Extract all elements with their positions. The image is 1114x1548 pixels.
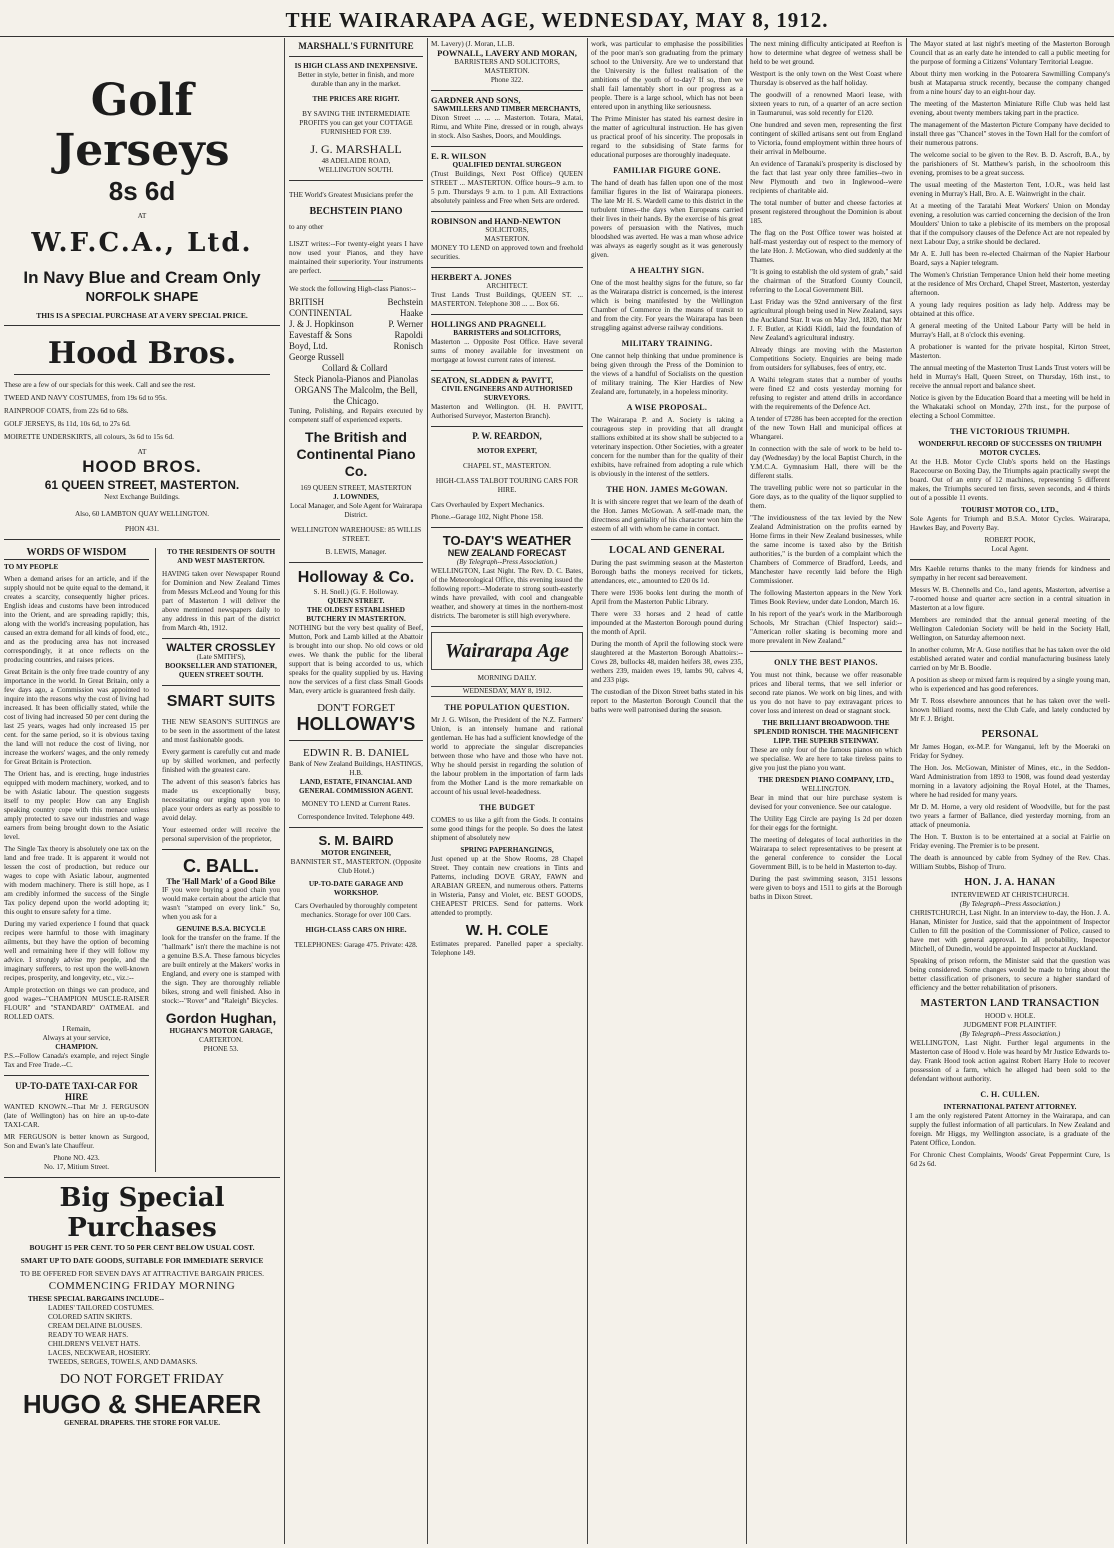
local-paragraph: Last Friday was the 92nd anniversary of the first agricultural plough being used in New Zealand, says the Auckland Star. It was on May 3rd, 1820, that Mr J. F. Butler, at Kiddi Kiddi, laid the foundation of New Zealand's agricultural industry. — [750, 298, 902, 342]
column-2 — [289, 40, 423, 1540]
wisdom-sign: CHAMPION. — [55, 1043, 98, 1051]
news-paragraph: Mr T. Ross elsewhere announces that he has taken over the well-known billiard rooms, next the Club Cafe, and lately conducted by Mr F. J. Bright. — [910, 697, 1110, 723]
bargain-item: CHILDREN'S VELVET HATS. — [48, 1340, 141, 1348]
bechstein-text: to any other — [289, 223, 324, 231]
crossley-trade: BOOKSELLER AND STATIONER, — [165, 662, 277, 670]
wilson-text: (Trust Buildings, Next Post Office) QUEEN STREET ... MASTERTON. Office hours--9 a.m. to 5 p.m. Thursdays 9 a.m. to 1 p.m. All Extractions absolutely painless and Free when Sets are ordered. — [431, 170, 583, 205]
holloway-text: NOTHING but the very best quality of Beef, Mutton, Pork and Lamb killed at the Abattoir is brought into our shop. No old cows or old ewes. We thank the public for the liberal support that is being accorded to us, which speaks for the quality supplied by us. Having now the services of a first class Small Goods Man, every article is guaranteed fresh daily. — [289, 624, 423, 695]
wairarapa-age-nameplate: Wairarapa Age — [431, 632, 583, 670]
tmc-name: ROBERT POOK, — [984, 536, 1036, 544]
wisdom-sign: I Remain, — [62, 1025, 91, 1033]
column-rule — [746, 38, 747, 1544]
hood-phone: PHON 431. — [125, 525, 159, 533]
hanan-title: HON. J. A. HANAN — [964, 877, 1056, 888]
golf-price: 8s 6d — [108, 176, 176, 206]
news-paragraph: About thirty men working in the Potoarera Sawmilling Company's bush at Mataparua struck recently, because the company changed from a nine hours' day to an eight-hour day. — [910, 70, 1110, 96]
news-paragraph: The meeting of the Masterton Miniature Rifle Club was held last evening, about twenty members taking part in the practice. — [910, 100, 1110, 117]
healthy-text: One of the most healthy signs for the future, so far as the Wairarapa district is concerned, is the interest which is being manifested by the Wellington Chamber of Commerce in the means of transit to and from the city. For years the Wairarapa has been struggling against adverse railway conditions. — [591, 279, 743, 332]
news-paragraph: The Prime Minister has stated his earnest desire in the matter of agricultural instruction. He has given us practical proof of his sincerity. The proposals in regard to the subsidising of State farms for educational purposes are thoroughly inadequate. — [591, 115, 743, 159]
news-paragraph: The annual meeting of the Masterton Trust Lands Trust voters will be held in Murray's Hall, Queen Street, on Thursday, 16th inst., to receive the annual report and balance sheet. — [910, 364, 1110, 390]
cullen-sub: INTERNATIONAL PATENT ATTORNEY. — [943, 1103, 1077, 1111]
robinson-text: MONEY TO LEND on approved town and freehold securities. — [431, 244, 583, 261]
bottom-line: COMMENCING FRIDAY MORNING — [48, 1280, 236, 1292]
hood-item: MOIRETTE UNDERSKIRTS, all colours, 3s 6d to 15s 6d. — [4, 433, 174, 441]
golf-colours: In Navy Blue and Cream Only — [23, 268, 261, 287]
local-paragraph: In connection with the sale of work to be held to-day (Wednesday) by the local Baptist Church, in the Y.M.C.A. Gymnasium Hall, there will be the different stalls. — [750, 445, 902, 480]
figure-text: The hand of death has fallen upon one of the most familiar figures in the list of Wairarapa pioneers. The late Mr H. S. Wardell came to this district in the turbulent times--the days when Europeans carried their lives in their hands. By the exercise of his great powers of persuasion with the Natives, much bloodshed was averted. He was a man whose advice was always as eagerly sought as it was generously given. — [591, 179, 743, 259]
land-text: WELLINGTON, Last Night. Further legal arguments in the Masterton case of Hood v. Hole was heard by Mr Justice Edwards to-day. Frank Hood took action against Robert Harry Hole to recover possession of a farm, which he alleged had been sold to the defendant without authority. — [910, 1039, 1110, 1083]
personal-title: PERSONAL — [981, 729, 1039, 740]
bargain-item: CREAM DELAINE BLOUSES. — [48, 1322, 143, 1330]
seaton-sub: CIVIL ENGINEERS AND AUTHORISED SURVEYORS. — [441, 385, 573, 402]
victory-title: THE VICTORIOUS TRIUMPH. — [950, 427, 1070, 436]
hanan-text: Speaking of prison reform, the Minister said that the question was being considered. Some changes would be made to bring about the better classification of prisoners, to secure a higher standard of efficiency and the better rehabilitation of prisoners. — [910, 957, 1110, 992]
tmc-agent: Local Agent. — [991, 545, 1029, 553]
wise-title: A WISE PROPOSAL. — [626, 403, 708, 412]
cball-name: C. BALL. — [183, 856, 259, 876]
forget-label: DON'T FORGET — [317, 702, 395, 714]
golf-at: AT — [137, 212, 147, 220]
weather-text: WELLINGTON, Last Night. The Rev. D. C. Bates, of the Meteorological Office, this evening issued the following report:--Moderate to strong south-easterly winds have prevailed, with cool and changeable weather, and showery at times in the northern-most districts. The barometer is still high everywhere. — [431, 567, 583, 620]
local-paragraph: The total number of butter and cheese factories at present registered throughout the Dominion is about 185. — [750, 199, 902, 225]
btc-warehouse: WELLINGTON WAREHOUSE: 85 WILLIS STREET. — [290, 526, 422, 543]
golf-firm: W.F.C.A., Ltd. — [31, 228, 253, 258]
hp-sub: BARRISTERS and SOLICITORS, — [453, 329, 561, 337]
local-general-title: LOCAL AND GENERAL — [609, 545, 725, 556]
gardner-text: Dixon Street ... ... ... Masterton. Totara, Matai, Rimu, and White Pine, dressed or in rough, always in stock. Also Sashes, Doors, and Mouldings. — [431, 114, 583, 140]
robinson-title: ROBINSON and HAND-NEWTON — [431, 216, 561, 226]
column-1 — [4, 40, 280, 1540]
hood-address: 61 QUEEN STREET, MASTERTON. — [44, 478, 240, 492]
gardner-title: GARDNER AND SONS, — [431, 95, 521, 105]
column-6 — [910, 40, 1110, 1540]
masthead — [0, 0, 1114, 37]
seaton-text: Masterton and Wellington. (H. H. PAVITT, Authorised Surveyor, Masterton Branch). — [431, 403, 583, 420]
wisdom-title: WORDS OF WISDOM — [4, 548, 149, 560]
news-paragraph: A position as sheep or mixed farm is required by a single young man, who is experienced and has good references. — [910, 676, 1110, 693]
news-paragraph: At a meeting of the Taratahi Meat Workers' Union on Monday evening, a resolution was carried concerning the decision of the Iron Moulders' Union to take a plebiscite of its members on the proposal that if the compulsory clauses of the Defence Act are not repealed by next Labour Day, a strike should be declared. — [910, 202, 1110, 246]
hanan-sub: INTERVIEWED AT CHRISTCHURCH. — [950, 891, 1070, 899]
holloway-title: Holloway & Co. — [297, 569, 415, 586]
cole-name: W. H. COLE — [465, 922, 549, 939]
hughan-garage: HUGHAN'S MOTOR GARAGE, — [169, 1027, 273, 1035]
weather-by: (By Telegraph--Press Association.) — [456, 558, 558, 566]
pml-phone: Phone 322. — [490, 76, 524, 84]
mcgowan-title: THE HON. JAMES McGOWAN. — [606, 485, 728, 494]
piano-brand: Boyd, Ltd. — [289, 341, 328, 351]
baird-name: S. M. BAIRD — [318, 833, 394, 848]
column-5 — [750, 40, 902, 1540]
bechstein-quote: LISZT writes:--For twenty-eight years I have now used your Pianos, and they have maintained their superiority. Your instruments are perfect. — [289, 240, 423, 275]
column-rule — [284, 38, 285, 1544]
bargain-item: COLORED SATIN SKIRTS. — [48, 1313, 133, 1321]
smart-text: The advent of this season's fabrics has made us exceptionally busy, necessitating our urging upon you to place your orders as early as possible to avoid delay. — [162, 778, 280, 822]
budget-text: Just opened up at the Show Rooms, 28 Chapel Street. They contain new creations in Tints and Patterns, including DOVE GRAY, FAWN and ARABIAN GREEN, and numerous others. Patterns in Wisteria, Pansy and Violet, etc. BEST GOODS, CHEAPEST PRICES. Send for patterns. Work attended to promptly. — [431, 855, 583, 917]
column-rule — [587, 38, 588, 1544]
news-paragraph: Mr A. E. Jull has been re-elected Chairman of the Napier Harbour Board, says a Napier telegram. — [910, 250, 1110, 267]
hood-next: Next Exchange Buildings. — [104, 493, 180, 501]
wisdom-ps: P.S.--Follow Canada's example, and reject Single Tax and Free Trade.--C. — [4, 1052, 149, 1069]
pianos-text: These are only four of the famous pianos on which we specialise. We are here to take tireless pains to give you just the piano you want. — [750, 746, 902, 772]
smart-text: THE NEW SEASON'S SUITINGS are to be seen in the assortment of the latest and most fashionable goods. — [162, 718, 280, 744]
column-rule — [427, 38, 428, 1544]
hood-item: TWEED AND NAVY COSTUMES, from 19s 6d to 95s. — [4, 394, 167, 402]
baird-sub: MOTOR ENGINEER, — [321, 849, 391, 857]
btc-title: The British and Continental Piano Co. — [296, 429, 416, 479]
hugo-sub: GENERAL DRAPERS. THE STORE FOR VALUE. — [63, 1419, 221, 1427]
news-paragraph: The usual meeting of the Masterton Tent, I.O.R., was held last evening in Murray's Hall, Bro. A. E. Wainwright in the chair. — [910, 181, 1110, 198]
paper-date: WEDNESDAY, MAY 8, 1912. — [431, 686, 583, 697]
hughan-name: Gordon Hughan, — [165, 1010, 277, 1026]
hughan-town: CARTERTON. — [199, 1036, 243, 1044]
news-paragraph: Notice is given by the Education Board that a meeting will be held in the Whakataki school on Monday, 27th inst., for the purpose of electing a School Committee. — [910, 394, 1110, 420]
baird-tel: TELEPHONES: Garage 475. Private: 428. — [294, 941, 418, 949]
hugo-shearer: HUGO & SHEARER — [22, 1389, 262, 1419]
local-paragraph: During the past swimming season at the Masterton Borough baths the moneys received for tickets, attendances, etc., amounted to £20 0s 1d. — [591, 559, 743, 585]
wisdom-paragraph: Ample protection on things we can produce, and good wages--"CHAMPION MUSCLE-RAISER FLOUR" and "STANDARD" OATMEAL and ROLLED OATS. — [4, 986, 149, 1021]
bottom-line: SMART UP TO DATE GOODS, SUITABLE FOR IMMEDIATE SERVICE — [20, 1256, 264, 1265]
reardon-title: P. W. REARDON, — [472, 431, 542, 441]
personal-paragraph: The Hon. Jos. McGowan, Minister of Mines, etc., in the Seddon-Ward Administration from 1893 to 1908, was found dead yesterday morning in a lavatory adjoining the Royal Hotel, at the Thames, where he had resided for many years. — [910, 764, 1110, 799]
budget-text: COMES to us like a gift from the Gods. It contains some good things for the people. So does the latest shipment of absolutely new — [431, 816, 583, 842]
news-paragraph: Messrs W. B. Chennells and Co., land agents, Masterton, advertise a 7-roomed house and quarter acre section in a central situation in Masterton at a low figure. — [910, 586, 1110, 612]
news-paragraph: During the past swimming season, 3151 lessons were given to boys and 1511 to girls at the Borough baths in Dixon Street. — [750, 875, 902, 901]
local-paragraph: The custodian of the Dixon Street baths stated in his report to the Masterton Borough Council that the baths were well patronised during the season. — [591, 688, 743, 714]
local-paragraph: The goodwill of a renowned Maori lease, with sixteen years to run, of a quarter of an acre section in Taumarunui, was sold recently for £120. — [750, 91, 902, 117]
residents-text: HAVING taken over Newspaper Round for Dominion and New Zealand Times from Messrs McLeod and Young for this part of Masterton I will deliver the above mentioned newspapers daily to any address in this part of the district from March 4th, 1912. — [162, 570, 280, 632]
land-judgment: JUDGMENT FOR PLAINTIFF. — [963, 1021, 1057, 1029]
weather-sub: NEW ZEALAND FORECAST — [447, 548, 567, 558]
hughan-phone: PHONE 53. — [203, 1045, 239, 1053]
wisdom-paragraph: The Single Tax theory is absolutely one tax on the land and free trade. It is apparent it would not lessen the cost of production, but reduce our wages to cope with Asiatic labour, augmented with modern machinery. There is still hope, as I am credibly informed the success of the Single Tax policy depend upon the world adopting it; this ought to ensure safety for a time. — [4, 845, 149, 916]
piano-brand: George Russell — [289, 352, 345, 362]
golf-special: THIS IS A SPECIAL PURCHASE AT A VERY SPECIAL PRICE. — [36, 311, 248, 320]
piano-steck: Steck Pianola-Pianos and Pianolas — [293, 374, 419, 384]
bottom-line: THESE SPECIAL BARGAINS INCLUDE-- — [28, 1295, 164, 1303]
piano-brand: Eavestaff & Sons — [289, 330, 352, 340]
hood-also: Also, 60 LAMBTON QUAY WELLINGTON. — [74, 510, 210, 518]
lavery-line: M. Lavery) (J. Moran, LL.B. — [431, 40, 515, 48]
smart-suits-title: SMART SUITS — [166, 693, 276, 710]
hood-bros-title: Hood Bros. — [47, 336, 237, 371]
pianos-list: THE BRILLIANT BROADWOOD. THE SPLENDID RONISCH. THE MAGNIFICENT LIPP. THE SUPERB STEINWAY. — [753, 719, 899, 745]
btc-manager: J. LOWNDES, — [333, 493, 379, 501]
hanan-by: (By Telegraph--Press Association.) — [959, 900, 1061, 908]
local-paragraph: The following Masterton appears in the New York Times Book Review, under date London, March 16. — [750, 589, 902, 606]
local-paragraph: The flag on the Post Office tower was hoisted at half-mast yesterday out of respect to the memory of the late Hon. J. McGowan, who died suddenly at the Thames. — [750, 229, 902, 264]
piano-brand: BRITISH CONTINENTAL — [289, 297, 352, 318]
wise-text: The Wairarapa P. and A. Society is taking a courageous step in providing that all draught stallions exhibited at its show shall be subjected to a veterinary inspection. Other Societies, with a greater concern for the number than for the quality of their exhibits, have refrained from adopting a rule which is obviously in the interest of the settlers. — [591, 416, 743, 478]
bechstein-name: BECHSTEIN PIANO — [309, 206, 403, 217]
bottom-line: BOUGHT 15 PER CENT. TO 50 PER CENT BELOW USUAL COST. — [29, 1243, 255, 1252]
reardon-address: CHAPEL ST., MASTERTON. — [463, 462, 551, 470]
column-rule — [906, 38, 907, 1544]
cball-sub: The 'Hall Mark' of a Good Bike — [166, 877, 276, 886]
holloway-sub: THE OLDEST ESTABLISHED BUTCHERY IN MASTERTON. — [306, 606, 406, 623]
crossley-address: QUEEN STREET SOUTH. — [178, 671, 264, 679]
military-text: One cannot help thinking that undue prominence is being given through the Press of the Dominion to the views of a handful of Socialists on the question of military training. The Kier Hardies of New Zealand are, fortunately, in a hopeless minority. — [591, 352, 743, 396]
news-paragraph: A young lady requires position as lady help. Address may be obtained at this office. — [910, 301, 1110, 318]
local-paragraph: Westport is the only town on the West Coast where Thursday is observed as the half holiday. — [750, 70, 902, 87]
hp-text: Masterton ... Opposite Post Office. Have several sums of money available for investment on mortgage at lowest current rates of interest. — [431, 338, 583, 364]
reardon-phone: Phone.--Garage 102, Night Phone 158. — [431, 513, 543, 521]
local-paragraph: An evidence of Taranaki's prosperity is disclosed by the fact that last year only three families--two in New Plymouth and two in Inglewood--were recipients of charitable aid. — [750, 160, 902, 195]
marshall-address: 48 ADELAIDE ROAD, — [321, 157, 391, 165]
forget-holloway: HOLLOWAY'S — [296, 714, 416, 734]
cullen-title: C. H. CULLEN. — [980, 1090, 1040, 1099]
bottom-line: TO BE OFFERED FOR SEVEN DAYS AT ATTRACTIVE BARGAIN PRICES. — [19, 1269, 265, 1278]
golf-jerseys-title: Golf Jerseys — [54, 75, 230, 176]
crossley-name: WALTER CROSSLEY — [166, 642, 276, 654]
news-paragraph: The management of the Masterton Picture Company have decided to install three gas "Chancel" stoves in the Town Hall for the comfort of their numerous patrons. — [910, 121, 1110, 147]
marshall-text: IS HIGH CLASS AND INEXPENSIVE. — [294, 62, 418, 70]
pianos-text: You must not think, because we offer reasonable prices and liberal terms, that we sell inferior or second rate pianos. We work on big lines, and with us you do not have to pay extravagant prices to cover loss and interest on dead or stagnant stock. — [750, 671, 902, 715]
local-paragraph: In his report of the year's work in the Marlborough Schools, Mr Strachan (Chief Inspector) said:--"American roller skating is becoming more and more prevalent in New Zealand." — [750, 610, 902, 645]
daniel-name: EDWIN R. B. DANIEL — [302, 747, 409, 759]
crossley-late: (Late SMITH'S), — [196, 653, 246, 661]
wilson-sub: QUALIFIED DENTAL SURGEON — [452, 161, 562, 169]
hp-title: HOLLINGS AND PRAGNELL — [431, 319, 546, 329]
hood-intro: These are a few of our specials for this week. Call and see the rest. — [4, 381, 196, 389]
victory-text: At the H.B. Motor Cycle Club's sports held on the Hastings Racecourse on Boxing Day, the Triumphs again practically swept the board. Out of an entry of 12 machines, representing 5 different makes, the Triumphs secured ten firsts, seven seconds, and 4 thirds out of a possible 11 events. — [910, 458, 1110, 502]
marshall-prices: THE PRICES ARE RIGHT. — [312, 95, 400, 103]
news-paragraph: The Utility Egg Circle are paying 1s 2d per dozen for their eggs for the fortnight. — [750, 815, 902, 832]
bechstein-text: THE World's Greatest Musicians prefer the — [289, 191, 414, 199]
piano-brand: J. & J. Hopkinson — [289, 319, 354, 329]
marshall-title: MARSHALL'S FURNITURE — [298, 41, 414, 51]
column-3 — [431, 40, 583, 1540]
figure-title: FAMILIAR FIGURE GONE. — [613, 166, 721, 175]
bechstein-stock: We stock the following High-class Pianos:-- — [289, 285, 416, 293]
tmc-text: Sole Agents for Triumph and B.S.A. Motor Cycles. Wairarapa, Hawkes Bay, and Poverty Bay. — [910, 515, 1110, 532]
news-paragraph: The Women's Christian Temperance Union held their home meeting at the residence of Mrs Orchard, Chapel Street, Masterton, yesterday afternoon. — [910, 271, 1110, 297]
piano-brand: P. Werner — [388, 319, 423, 329]
wisdom-paragraph: When a demand arises for an article, and if the supply should not be quite equal to the demand, it creates a scarcity, consequently higher prices. English ideas and customs have been introduced into the Orient, and are spreading rapidly; this, along with the world's increasing population, has caused an extra demand for all kinds of food, etc., and as the producing area has not increased correspondingly, it at once reflects on the producing countries, and raises prices. — [4, 575, 149, 664]
budget-title: THE BUDGET — [479, 803, 535, 812]
taxi-text: MR FERGUSON is better known as Surgood, Son and Ewan's late Chauffeur. — [4, 1133, 149, 1150]
news-paragraph: In another column, Mr A. Guse notifies that he has taken over the old established aerated water and cordial manufacturing business lately carried on by Mr B. Boodle. — [910, 646, 1110, 672]
btc-lewis: B. LEWIS, Manager. — [325, 548, 387, 556]
local-paragraph: The travelling public were not so particular in the Gore days, as to the quality of the liquor supplied to them. — [750, 484, 902, 510]
reardon-text: Cars Overhauled by Expert Mechanics. — [431, 501, 545, 509]
baird-address: BANNISTER ST., MASTERTON. (Opposite Club Hotel.) — [290, 858, 422, 875]
local-paragraph: The next mining difficulty anticipated at Reefton is how to determine what degree of wetness shall be held to be wet ground. — [750, 40, 902, 66]
victory-sub: WONDERFUL RECORD OF SUCCESSES ON TRIUMPH MOTOR CYCLES. — [918, 440, 1102, 457]
healthy-title: A HEALTHY SIGN. — [629, 266, 705, 275]
btc-manager: Local Manager, and Sole Agent for Wairarapa District. — [289, 502, 423, 519]
news-paragraph: The Mayor stated at last night's meeting of the Masterton Borough Council that as an early date he intended to call a public meeting for the purpose of forming a Citizens' Voluntary Territorial League. — [910, 40, 1110, 66]
cball-text: IF you were buying a good chain you would make certain about the article that wasn't "stamped on every link." So, when you ask for a — [162, 886, 280, 921]
bargain-item: READY TO WEAR HATS. — [48, 1331, 128, 1339]
piano-brand: Rapoldi — [394, 330, 423, 340]
population-title: THE POPULATION QUESTION. — [444, 703, 570, 712]
seaton-title: SEATON, SLADDEN & PAVITT, — [431, 375, 554, 385]
wisdom-sign: Always at your service, — [42, 1034, 111, 1042]
newspaper-title: THE WAIRARAPA AGE, WEDNESDAY, MAY 8, 1912. — [285, 8, 829, 32]
cullen-text: I am the only registered Patent Attorney in the Wairarapa, and can supply the fullest information of all particulars. In New Zealand and foreign. Mr Higgs, my Wellington associate, is a graduate of the Patent Office, London. — [910, 1112, 1110, 1147]
robinson-sub: SOLICITORS, — [485, 226, 529, 234]
big-special-title: Big Special Purchases — [59, 1183, 225, 1243]
baird-hire: HIGH-CLASS CARS ON HIRE. — [305, 926, 407, 934]
hanan-text: CHRISTCHURCH, Last Night. In an interview to-day, the Hon. J. A. Hanan, Minister for Justice, said that the appointment of Inspector Cullen to fill the position of the Commissioner of Police, caused to have met with general approval. In all probability, Inspector Mitchell, of Dunedin, would be appointed Inspector at Auckland. — [910, 909, 1110, 953]
bargain-item: LACES, NECKWEAR, HOSIERY. — [48, 1349, 151, 1357]
pianos-text: Bear in mind that our hire purchase system is devised for your convenience. See our catalogue. — [750, 794, 902, 811]
piano-organs: ORGANS The Malcolm, the Bell, the Chicago. — [294, 385, 418, 406]
gardner-sub: SAWMILLERS AND TIMBER MERCHANTS, — [433, 105, 581, 113]
local-paragraph: One hundred and seven men, representing the first contingent of skilled artisans sent out from England to Victoria, found employment within three hours of their arrival in Melbourne. — [750, 121, 902, 156]
news-paragraph: The welcome social to be given to the Rev. B. D. Ascroft, B.A., by the parishioners of St. Matthew's parish, in the schoolroom this evening, promises to be a great success. — [910, 151, 1110, 177]
land-sub: HOOD v. HOLE. — [984, 1012, 1036, 1020]
wisdom-paragraph: Great Britain is the only free trade country of any importance in the world. In Great Britain, only a few days ago, a Commission was appointed to inquire into the reasons why the cost of living had increased. It has been officially stated, while the cost of living had increased 50 per cent during the last 25 years, wages had only increased 15 per cent. for the same period, so it is obvious taxing the land will not reduce the cost of living, nor increase the workers' wages, and the only remedy for Great Britain is Protection. — [4, 668, 149, 766]
budget-spring: SPRING PAPERHANGINGS, — [460, 846, 554, 854]
piano-brand: Ronisch — [393, 341, 423, 351]
news-paragraph: A probationer is wanted for the private hospital, Kirton Street, Masterton. — [910, 343, 1110, 360]
population-text: Mr J. G. Wilson, the President of the N.Z. Farmers' Union, is an intensely humane and rational gentleman. He has had a sufficient knowledge of the world to appreciate the singular discrepancies between those who have and those who have not. Why he should persist in regarding the solution of the labour problem in the importation of farm lads from the Mother Land is the more remarkable on account of his usual level-headedness. — [431, 716, 583, 796]
weather-title: TO-DAY'S WEATHER — [442, 533, 572, 548]
land-title: MASTERTON LAND TRANSACTION — [920, 998, 1100, 1009]
news-paragraph: Members are reminded that the annual general meeting of the Wellington Caledonian Society will be held in the Society Hall, Wellington, on Saturday afternoon next. — [910, 616, 1110, 642]
bargain-item: LADIES' TAILORED COSTUMES. — [48, 1304, 154, 1312]
holloway-street: QUEEN STREET. — [327, 597, 385, 605]
cole-text: Estimates prepared. Panelled paper a specialty. Telephone 149. — [431, 940, 583, 957]
piano-tuning: Tuning, Polishing, and Repairs executed by competent staff of experienced experts. — [289, 407, 423, 424]
local-paragraph: There were 33 horses and 2 head of cattle impounded at the Masterton Borough pound during the month of April. — [591, 610, 743, 636]
personal-paragraph: Mr James Hogan, ex-M.P. for Wanganui, left by the Moeraki on Friday for Sydney. — [910, 743, 1110, 760]
local-paragraph: "It is going to establish the old system of grab," said the chairman of the Stratford County Council, referring to the Local Government Bill. — [750, 268, 902, 294]
taxi-address: No. 17, Mitium Street. — [43, 1163, 110, 1171]
pianos-company: THE DRESDEN PIANO COMPANY, LTD., — [758, 776, 894, 784]
holloway-names: S. H. Snell.) (G. F. Holloway. — [313, 588, 399, 596]
daniel-corr: Correspondence Invited. Telephone 449. — [297, 813, 415, 821]
hood-at: AT — [137, 448, 147, 456]
military-title: MILITARY TRAINING. — [621, 339, 713, 348]
local-paragraph: During the month of April the following stock were slaughtered at the Masterton Borough Abattoirs:--Cows 28, bullocks 48, maiden heifers 38, ewes 235, wethers 239, maiden ewes 19, lambs 90, calves 4, and 233 pigs. — [591, 640, 743, 684]
reardon-sub: MOTOR EXPERT, — [477, 447, 537, 455]
taxi-phone: Phone NO. 423. — [53, 1154, 100, 1162]
pml-title: POWNALL, LAVERY AND MORAN, — [437, 48, 577, 58]
friday-reminder: DO NOT FORGET FRIDAY — [59, 1372, 225, 1387]
mcgowan-text: It is with sincere regret that we learn of the death of the Hon. James McGowan. A self-made man, the directness and geniality of his character won him the esteem of all with whom he came in contact. — [591, 498, 743, 533]
reardon-text: HIGH-CLASS TALBOT TOURING CARS FOR HIRE. — [435, 477, 579, 494]
taxi-text: WANTED KNOWN.--That Mr J. FERGUSON (late of Wellington) has on hire an up-to-date TAXI-CAR. — [4, 1103, 149, 1129]
local-paragraph: "The invidiousness of the tax levied by the New Zealand Administration on the profits earned by Home firms in their New Zealand businesses, while the same income is taxed also by the British authorities," is the burden of a complaint which the Chambers of Commerce of Bradford, Leeds, and Manchester have recently laid before the High Commissioner. — [750, 514, 902, 585]
bargain-item: TWEEDS, SERGES, TOWELS, AND DAMASKS. — [48, 1358, 198, 1366]
btc-address: 169 QUEEN STREET, MASTERTON — [300, 484, 412, 492]
baird-cars: Cars Overhauled by thoroughly competent mechanics. Storage for over 100 Cars. — [294, 902, 418, 919]
cullen-text: For Chronic Chest Complaints, Woods' Great Peppermint Cure, 1s 6d 2s 6d. — [910, 1151, 1110, 1168]
column-4 — [591, 40, 743, 1540]
residents-title: TO THE RESIDENTS OF SOUTH AND WEST MASTERTON. — [166, 548, 276, 565]
cball-bsa: GENUINE B.S.A. BICYCLE — [176, 925, 266, 933]
jones-title: HERBERT A. JONES — [431, 272, 512, 282]
daniel-text: Bank of New Zealand Buildings, HASTINGS, H.B. — [289, 760, 423, 777]
wilson-title: E. R. WILSON — [431, 151, 487, 161]
marshall-city: WELLINGTON SOUTH. — [318, 166, 394, 174]
local-paragraph: A Waihi telegram states that a number of youths were fined £2 and costs yesterday morning for refusing to register and attend drills in accordance with the requirements of the Defence Act. — [750, 376, 902, 411]
daniel-money: MONEY TO LEND at Current Rates. — [301, 800, 411, 808]
piano-brand: Bechstein — [387, 297, 423, 307]
smart-text: Your esteemed order will receive the personal supervision of the proprietor, — [162, 826, 280, 843]
marshall-text: BY SAVING THE INTERMEDIATE PROFITS you can get your COTTAGE FURNISHED FOR £39. — [299, 110, 413, 136]
jones-text: Trust Lands Trust Buildings, QUEEN ST. ... MASTERTON. Telephone 308 ... ... Box 66. — [431, 291, 583, 308]
wisdom-sub: TO MY PEOPLE — [4, 563, 59, 571]
pianos-title: ONLY THE BEST PIANOS. — [774, 658, 878, 667]
golf-shape: NORFOLK SHAPE — [85, 289, 199, 304]
taxi-title: UP-TO-DATE TAXI-CAR FOR HIRE — [15, 1081, 138, 1102]
cball-text: look for the transfer on the frame. If the "hallmark" isn't there the machine is not a genuine B.S.A. These famous bicycles are built entirely at the Makers' works in England, and every one is stamped with the sign. They are thoroughly reliable bikes, strong and well finished. Also in stock:--"Rover" and "Raleigh" Bicycles. — [162, 934, 280, 1005]
jones-sub: ARCHITECT. — [486, 282, 528, 290]
news-paragraph: Mrs Kaehle returns thanks to the many friends for kindness and sympathy in her recent sad bereavement. — [910, 565, 1110, 582]
marshall-name: J. G. MARSHALL — [310, 142, 402, 156]
wisdom-paragraph: During my varied experience I found that quack recipes were harmful to those with imaginary ailments, but they have the option of becoming well and remaining here if they will follow my advice. I strongly advise my people, and the imaginary sufferers, to rest upon the well-known recipes, prosperity, and longevity, etc., viz.:-- — [4, 920, 149, 982]
daniel-land: LAND, ESTATE, FINANCIAL AND GENERAL COMMISSION AGENT. — [299, 778, 413, 795]
news-paragraph: The meeting of delegates of local authorities in the Wairarapa to select representatives to be present at the general conference to consider the Local Government Bill, is to be held in Masterton to-day. — [750, 836, 902, 871]
local-paragraph: Already things are moving with the Masterton Competitions Society. Enquiries are being made from outsiders for syllabuses, fees of entry, etc. — [750, 346, 902, 372]
baird-text: UP-TO-DATE GARAGE AND WORKSHOP. — [308, 880, 404, 897]
robinson-town: MASTERTON. — [484, 235, 530, 243]
tmc-title: TOURIST MOTOR CO., LTD., — [961, 506, 1059, 514]
piano-brand: Haake — [400, 308, 423, 318]
news-paragraph: A general meeting of the United Labour Party will be held in Murray's Hall, at 8 o'clock this evening. — [910, 322, 1110, 339]
pml-sub: BARRISTERS AND SOLICITORS, MASTERTON. — [454, 58, 560, 75]
local-paragraph: There were 1936 books lent during the month of April from the Masterton Public Library. — [591, 589, 743, 606]
local-paragraph: A tender of £7286 has been accepted for the erection of the new Town Hall and municipal offices at Whangarei. — [750, 415, 902, 441]
land-by: (By Telegraph--Press Association.) — [959, 1030, 1061, 1038]
hood-item: GOLF JERSEYS, 8s 11d, 10s 6d, to 27s 6d. — [4, 420, 131, 428]
hood-item: RAINPROOF COATS, from 22s 6d to 68s. — [4, 407, 129, 415]
pianos-city: WELLINGTON. — [801, 785, 851, 793]
personal-paragraph: Mr D. M. Horne, a very old resident of Woodville, but for the past two years a farmer of Ballance, died yesterday morning, from an attack of pneumonia. — [910, 803, 1110, 829]
personal-paragraph: The death is announced by cable from Sydney of the Rev. Chas. William Stubbs, Bishop of Truro. — [910, 854, 1110, 871]
smart-text: Every garment is carefully cut and made up by skilled workmen, and perfectly finished with the greatest care. — [162, 748, 280, 774]
wisdom-paragraph: The Orient has, and is erecting, huge industries equipped with modern machinery, worked, and to be with Asiatic labour. The question suggests itself to my people: How can any English speaking country cope with this menace unless amply protected to save our industries and wage earners from being brought down to the Asiatic level. — [4, 770, 149, 841]
marshall-text: Better in style, better in finish, and more durable than any in the market. — [297, 71, 415, 88]
news-paragraph: work, was particular to emphasise the possibilities of the poor man's son graduating from the primary school to the University. Are we to understand that the University is the fullest realisation of the ambitions of the youth of to-day? If so, then we shall fail lamentably short in our progress as a people. There is a large school, which has not been entered upon in anything like seriousness. — [591, 40, 743, 111]
personal-paragraph: The Hon. T. Buxton is to be entertained at a social at Fairlie on Friday evening. The Premier is to be present. — [910, 833, 1110, 850]
paper-sub: MORNING DAILY. — [477, 674, 537, 682]
piano-brand: Collard & Collard — [322, 363, 388, 373]
hood-name: HOOD BROS. — [82, 457, 202, 476]
